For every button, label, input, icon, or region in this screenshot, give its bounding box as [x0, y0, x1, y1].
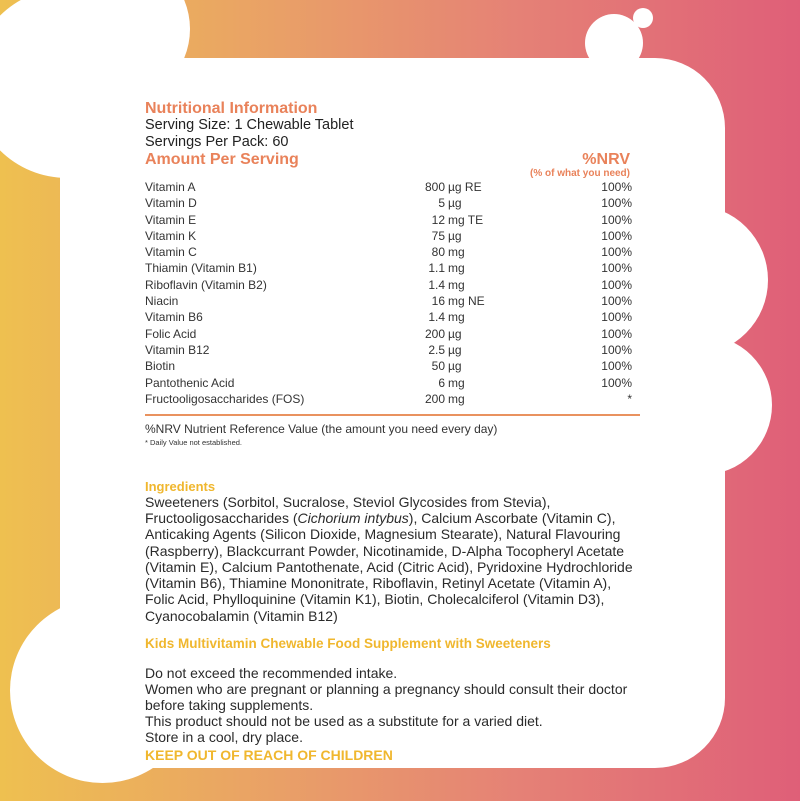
nutrient-nrv: 100%	[601, 342, 632, 357]
amount-per-serving-heading: Amount Per Serving	[145, 151, 299, 168]
nutrient-row	[145, 212, 640, 228]
nutrient-amount: 200	[424, 326, 445, 341]
nutrient-unit: mg	[448, 391, 465, 406]
nutrient-row	[145, 179, 640, 195]
nrv-subheading: (% of what you need)	[530, 168, 630, 179]
nutrient-nrv: 100%	[601, 310, 632, 325]
nutrient-amount: 800	[424, 180, 445, 194]
nutrient-amount: 5	[438, 196, 445, 211]
nutrient-unit: mg NE	[448, 294, 485, 309]
divider	[145, 414, 640, 416]
nutrient-nrv: 100%	[601, 261, 632, 276]
ingredients-text	[145, 494, 640, 624]
nutrient-unit: µg	[448, 196, 462, 211]
nutrient-amount: 6	[438, 375, 445, 390]
warning-line: Store in a cool, dry place.	[145, 729, 303, 746]
nutrient-name: Vitamin B12	[145, 342, 210, 357]
nutrient-unit: mg	[448, 310, 465, 325]
ingredients-text-part1: Sweeteners (Sorbitol, Sucralose, Steviol Glycosides from Stevia), Fructooligosaccharides (	[145, 493, 551, 526]
nutrient-unit: mg	[448, 261, 465, 276]
label-content	[145, 100, 640, 763]
warnings	[145, 665, 640, 745]
nutrient-nrv: 100%	[601, 294, 632, 309]
nutrient-name: Niacin	[145, 294, 179, 309]
nutrient-unit: µg	[448, 228, 462, 243]
nutrient-name: Vitamin E	[145, 212, 197, 227]
nutrient-amount: 16	[431, 294, 445, 309]
nutrient-nrv: 100%	[601, 326, 632, 341]
nutrient-row	[145, 309, 640, 325]
nutrient-unit: mg	[448, 375, 465, 390]
ingredients-italic-term: Cichorium intybus	[297, 509, 409, 526]
nutrient-amount: 1.4	[428, 277, 445, 292]
nutrient-nrv: *	[627, 391, 632, 406]
nutrient-amount: 12	[431, 212, 445, 227]
nutrient-name: Biotin	[145, 359, 176, 374]
nutrition-title: Nutritional Information	[145, 100, 318, 117]
nutrient-nrv: 100%	[601, 180, 632, 194]
nutrient-row	[145, 244, 640, 260]
nutrient-name: Vitamin D	[145, 196, 197, 211]
decorative-bubble	[618, 205, 768, 355]
nutrient-name: Fructooligosaccharides (FOS)	[145, 391, 305, 406]
nutrient-table	[145, 179, 640, 407]
nrv-heading: %NRV	[582, 151, 630, 168]
nutrient-nrv: 100%	[601, 228, 632, 243]
nutrient-name: Pantothenic Acid	[145, 375, 235, 390]
warning-line: Do not exceed the recommended intake.	[145, 665, 398, 682]
nutrient-amount: 200	[424, 391, 445, 406]
nutrient-nrv: 100%	[601, 359, 632, 374]
nutrient-nrv: 100%	[601, 212, 632, 227]
nutrient-amount: 1.1	[428, 261, 445, 276]
ingredients-heading: Ingredients	[145, 478, 216, 494]
nutrient-row	[145, 326, 640, 342]
nutrient-name: Riboflavin (Vitamin B2)	[145, 277, 267, 292]
nutrient-name: Vitamin A	[145, 180, 196, 194]
nutrient-nrv: 100%	[601, 277, 632, 292]
keep-out-warning: KEEP OUT OF REACH OF CHILDREN	[145, 747, 393, 764]
decorative-bubble	[632, 335, 772, 475]
ingredients-text-part2: ), Calcium Ascorbate (Vitamin C), Anticaking Agents (Silicon Dioxide, Magnesium Stearate), Natural Flavouring (Raspberry), Blackcurrant Powder, Nicotinamide, D-Alpha Tocopheryl Acetate (Vitamin E), Calcium Pantothenate, Acid (Citric Acid), Pyridoxine Hydrochloride (Vitamin B6), Thiamine Mononitrate, Riboflavin, Retinyl Acetate (Vitamin A), Folic Acid, Phylloquinine (Vitamin K1), Biotin, Cholecalciferol (Vitamin D3), Cyanocobalamin (Vitamin B12)	[145, 509, 633, 624]
nutrient-name: Folic Acid	[145, 326, 197, 341]
nutrient-name: Vitamin C	[145, 245, 197, 260]
product-line: Kids Multivitamin Chewable Food Supplement with Sweeteners	[145, 636, 551, 652]
nutrient-row	[145, 260, 640, 276]
nutrient-unit: mg	[448, 245, 465, 260]
nutrient-amount: 2.5	[428, 342, 445, 357]
nutrient-unit: mg	[448, 277, 465, 292]
nutrient-unit: µg	[448, 342, 462, 357]
nutrient-name: Vitamin B6	[145, 310, 203, 325]
nutrient-unit: µg RE	[448, 180, 482, 194]
serving-size: Serving Size: 1 Chewable Tablet	[145, 117, 354, 133]
nutrient-row	[145, 391, 640, 407]
nutrient-row	[145, 277, 640, 293]
nutrient-row	[145, 228, 640, 244]
nutrient-amount: 75	[431, 228, 445, 243]
nutrient-row	[145, 293, 640, 309]
nrv-header	[530, 151, 630, 179]
nutrient-amount: 50	[431, 359, 445, 374]
nutrient-unit: mg TE	[448, 212, 484, 227]
decorative-bubble	[633, 8, 653, 28]
amount-header	[145, 151, 640, 179]
nutrient-row	[145, 375, 640, 391]
nutrient-nrv: 100%	[601, 245, 632, 260]
nutrient-row	[145, 342, 640, 358]
nrv-note: %NRV Nutrient Reference Value (the amount you need every day)	[145, 421, 498, 436]
servings-per-pack: Servings Per Pack: 60	[145, 134, 289, 150]
nutrient-nrv: 100%	[601, 196, 632, 211]
warning-line: This product should not be used as a substitute for a varied diet.	[145, 713, 543, 730]
nutrient-name: Vitamin K	[145, 228, 197, 243]
nutrient-nrv: 100%	[601, 375, 632, 390]
nutrient-name: Thiamin (Vitamin B1)	[145, 261, 257, 276]
nutrient-row	[145, 195, 640, 211]
nutrient-row	[145, 358, 640, 374]
nutrient-unit: µg	[448, 359, 462, 374]
nutrient-amount: 1.4	[428, 310, 445, 325]
nutrient-unit: µg	[448, 326, 462, 341]
nutrient-amount: 80	[431, 245, 445, 260]
warning-line: Women who are pregnant or planning a pregnancy should consult their doctor before taking supplements.	[145, 681, 628, 714]
daily-value-note: * Daily Value not established.	[145, 437, 243, 447]
